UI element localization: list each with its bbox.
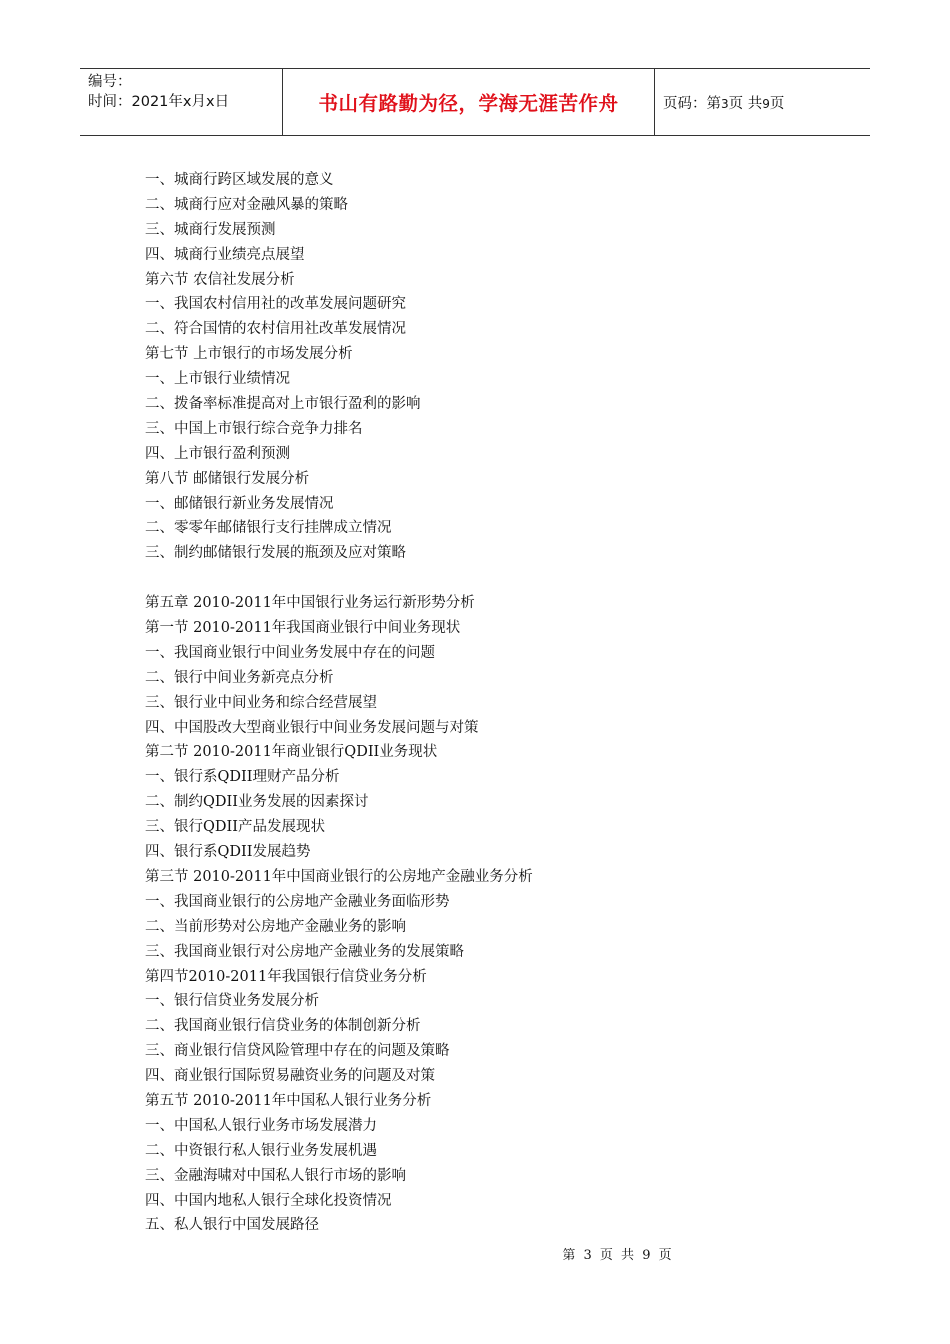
- toc-line: 一、我国商业银行的公房地产金融业务面临形势: [145, 893, 450, 910]
- toc-line: 三、银行业中间业务和综合经营展望: [145, 694, 377, 711]
- header-motto: 书山有路勤为径，学海无涯苦作舟: [318, 92, 619, 115]
- document-time: 时间：2021年x月x日: [88, 94, 230, 110]
- document-number-label: 编号：: [88, 74, 132, 90]
- toc-line: 四、中国内地私人银行全球化投资情况: [145, 1192, 392, 1209]
- header-motto-cell: [283, 69, 655, 135]
- toc-line: 一、银行信贷业务发展分析: [145, 993, 319, 1010]
- toc-section-heading: 第三节 2010-2011年中国商业银行的公房地产金融业务分析: [145, 868, 533, 885]
- toc-line: 三、制约邮储银行发展的瓶颈及应对策略: [145, 545, 406, 562]
- toc-section-heading: 第七节 上市银行的市场发展分析: [145, 346, 353, 363]
- toc-line: 二、银行中间业务新亮点分析: [145, 669, 334, 686]
- page-footer: 第 3 页 共 9 页: [562, 1248, 672, 1263]
- toc-line: 一、银行系QDII理财产品分析: [145, 769, 340, 786]
- toc-section-heading: 第五节 2010-2011年中国私人银行业务分析: [145, 1092, 432, 1109]
- blank-line: [145, 566, 845, 591]
- toc-line: 三、我国商业银行对公房地产金融业务的发展策略: [145, 943, 464, 960]
- toc-line: 二、当前形势对公房地产金融业务的影响: [145, 918, 406, 935]
- header-page-cell: [655, 69, 870, 135]
- toc-line: 四、上市银行盈利预测: [145, 445, 290, 462]
- toc-line: 二、零零年邮储银行支行挂牌成立情况: [145, 520, 392, 537]
- page-mid: 页 共: [728, 95, 763, 112]
- toc-chapter-heading: 第五章 2010-2011年中国银行业务运行新形势分析: [145, 595, 475, 612]
- toc-line: 三、金融海啸对中国私人银行市场的影响: [145, 1167, 406, 1184]
- toc-line: 一、邮储银行新业务发展情况: [145, 495, 334, 512]
- toc-line: 三、银行QDII产品发展现状: [145, 819, 325, 836]
- toc-line: 一、我国商业银行中间业务发展中存在的问题: [145, 644, 435, 661]
- toc-line: 二、拨备率标准提高对上市银行盈利的影响: [145, 396, 421, 413]
- page-header: [80, 68, 870, 136]
- toc-content: [145, 168, 845, 1238]
- toc-section-heading: 第二节 2010-2011年商业银行QDII业务现状: [145, 744, 438, 761]
- toc-line: 四、商业银行国际贸易融资业务的问题及对策: [145, 1068, 435, 1085]
- toc-section-heading: 第四节2010-2011年我国银行信贷业务分析: [145, 968, 427, 985]
- page-total: 9: [762, 96, 770, 111]
- toc-line: 二、制约QDII业务发展的因素探讨: [145, 794, 369, 811]
- toc-line: 五、私人银行中国发展路径: [145, 1217, 319, 1234]
- toc-line: 四、中国股改大型商业银行中间业务发展问题与对策: [145, 719, 479, 736]
- toc-line: 二、符合国情的农村信用社改革发展情况: [145, 321, 406, 338]
- toc-section-heading: 第一节 2010-2011年我国商业银行中间业务现状: [145, 620, 461, 637]
- toc-line: 一、城商行跨区域发展的意义: [145, 172, 334, 188]
- header-page-info: [663, 92, 784, 113]
- toc-section-heading: 第八节 邮储银行发展分析: [145, 470, 310, 487]
- toc-line: 四、城商行业绩亮点展望: [145, 246, 305, 263]
- toc-line: 三、商业银行信贷风险管理中存在的问题及策略: [145, 1043, 450, 1060]
- toc-section-heading: 第六节 农信社发展分析: [145, 271, 295, 288]
- page-current: 3: [721, 96, 729, 111]
- toc-line: 三、城商行发展预测: [145, 221, 276, 238]
- toc-line: 一、上市银行业绩情况: [145, 371, 290, 388]
- toc-line: 四、银行系QDII发展趋势: [145, 844, 311, 861]
- toc-line: 一、我国农村信用社的改革发展问题研究: [145, 296, 406, 313]
- toc-line: 二、城商行应对金融风暴的策略: [145, 196, 348, 213]
- toc-line: 三、中国上市银行综合竞争力排名: [145, 420, 363, 437]
- page-end: 页: [769, 95, 785, 112]
- toc-line: 一、中国私人银行业务市场发展潜力: [145, 1117, 377, 1134]
- toc-line: 二、中资银行私人银行业务发展机遇: [145, 1142, 377, 1159]
- page-label: 页码：第: [663, 95, 721, 112]
- toc-line: 二、我国商业银行信贷业务的体制创新分析: [145, 1018, 421, 1035]
- header-left-cell: [80, 69, 283, 135]
